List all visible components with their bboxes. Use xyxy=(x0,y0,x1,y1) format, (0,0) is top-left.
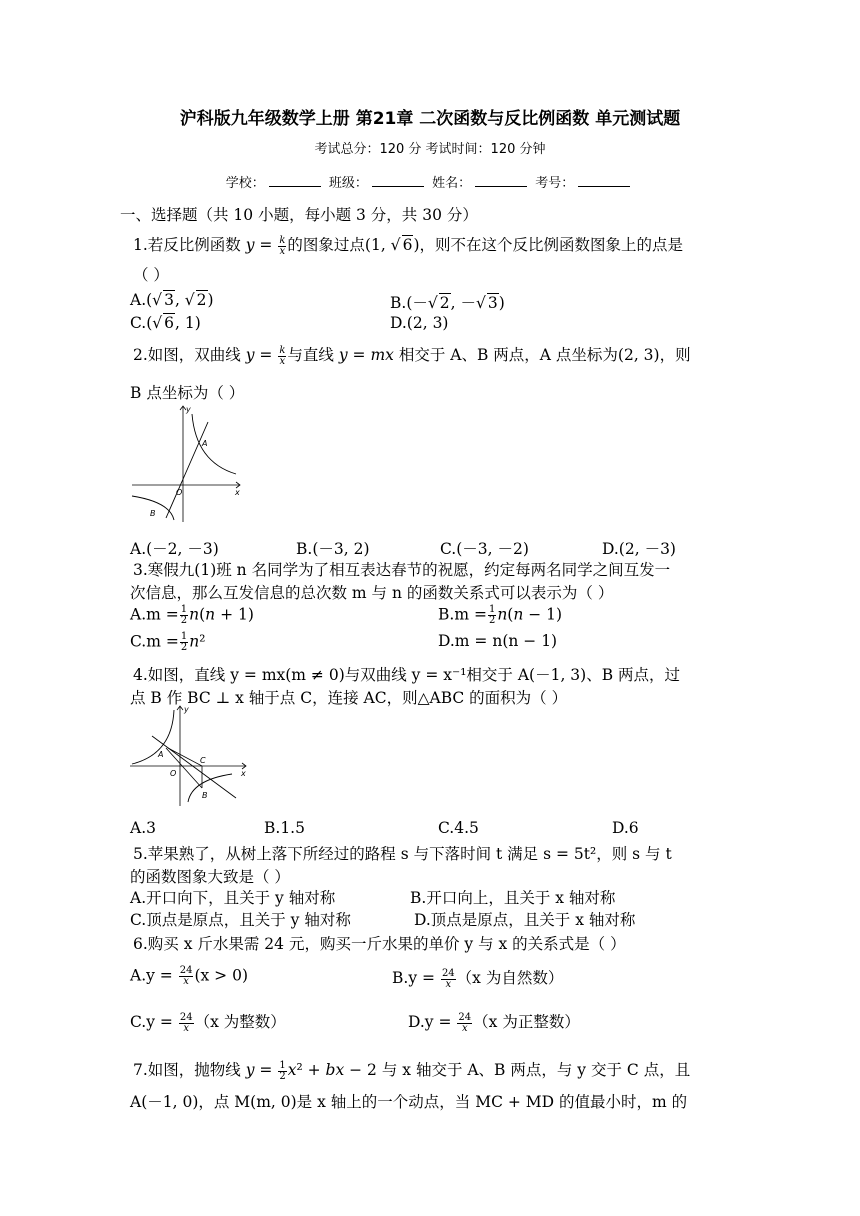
class-blank xyxy=(372,174,424,187)
q2-figure xyxy=(128,402,244,526)
student-info xyxy=(0,172,860,191)
q2-option-a: A.(－2, －3) xyxy=(130,540,219,558)
class-label: 班级： xyxy=(328,176,368,191)
q4-segment-ac xyxy=(168,748,202,766)
q5-option-c: C.顶点是原点，且关于 y 轴对称 xyxy=(130,911,351,929)
q4-label-x: x xyxy=(241,769,246,778)
name-label: 姓名： xyxy=(432,176,472,191)
question-3: 3.寒假九(1)班 n 名同学为了相互表达春节的祝愿，约定每两名同学之间互发一 xyxy=(133,561,671,579)
question-5: 5.苹果熟了，从树上落下所经过的路程 s 与下落时间 t 满足 s = 5t²，则 s 与 t xyxy=(133,845,672,863)
q4-option-d: D.6 xyxy=(612,819,639,837)
q5-option-a: A.开口向下，且关于 y 轴对称 xyxy=(130,889,336,907)
q3-option-b: B.m = $\frac{1}{2}$ n(n − 1) xyxy=(438,604,563,626)
q3-option-a: A.m = $\frac{1}{2}$ n(n + 1) xyxy=(130,604,254,626)
q4-label-c: C xyxy=(200,756,206,765)
q6-option-d: D.y = $\frac{24}{x}$ （x 为正整数） xyxy=(408,1011,580,1034)
question-2-line2: B 点坐标为（ ） xyxy=(130,384,245,402)
question-3-line2: 次信息，那么互发信息的总次数 m 与 n 的函数关系式可以表示为（ ） xyxy=(130,584,614,602)
q2-label-b: B xyxy=(150,509,156,518)
q4-label-y: y xyxy=(184,705,189,714)
q4-hyperbola-right xyxy=(188,774,232,802)
q1-option-c: C.(√ 6, 1) xyxy=(130,314,201,332)
question-1: 1.若反比例函数 y = $\frac{k}{x}$ 的图象过点(1, √ 6)，则不在这个反比例函数图象上的点是 xyxy=(133,234,684,257)
q4-figure xyxy=(128,702,252,810)
q5-option-b: B.开口向上，且关于 x 轴对称 xyxy=(410,889,616,907)
number-blank xyxy=(578,174,630,187)
page-title: 沪科版九年级数学上册 第21章 二次函数与反比例函数 单元测试题 xyxy=(179,109,681,129)
school-label: 学校： xyxy=(225,176,265,191)
q6-option-c: C.y = $\frac{24}{x}$ （x 为整数） xyxy=(130,1011,286,1034)
q4-label-a: A xyxy=(158,750,164,759)
q6-option-a: A.y = $\frac{24}{x}$ (x > 0) xyxy=(130,965,249,987)
q4-option-a: A.3 xyxy=(130,819,156,837)
q4-label-o: O xyxy=(170,769,177,778)
question-7-line2: A(－1, 0)，点 M(m, 0)是 x 轴上的一个动点，当 MC + MD 的值最小时，m 的 xyxy=(130,1093,688,1111)
section-heading: 一、选择题（共 10 小题，每小题 3 分，共 30 分） xyxy=(120,206,478,224)
question-2: 2.如图，双曲线 y = $\frac{k}{x}$ 与直线 y = mx 相交于 A、B 两点，A 点坐标为(2, 3)，则 xyxy=(133,344,691,367)
q4-segment-ab xyxy=(166,748,202,788)
name-blank xyxy=(475,174,527,187)
number-label: 考号： xyxy=(535,176,575,191)
q5-option-d: D.顶点是原点，且关于 x 轴对称 xyxy=(414,911,636,929)
q2-option-d: D.(2, －3) xyxy=(602,540,676,558)
q4-label-b: B xyxy=(202,791,208,800)
q2-label-x: x xyxy=(235,488,240,497)
question-1-paren: （ ） xyxy=(133,266,169,284)
q2-label-o: O xyxy=(176,488,183,497)
school-blank xyxy=(269,174,321,187)
question-4-line2: 点 B 作 BC ⊥ x 轴于点 C，连接 AC，则△ABC 的面积为（ ） xyxy=(130,689,568,707)
question-4: 4.如图，直线 y = mx(m ≠ 0)与双曲线 y = x⁻¹相交于 A(－1, 3)、B 两点，过 xyxy=(133,666,681,684)
q4-option-b: B.1.5 xyxy=(264,819,305,837)
q2-label-a: A xyxy=(202,439,208,448)
q2-line xyxy=(166,422,208,518)
question-5-line2: 的函数图象大致是（ ） xyxy=(130,868,290,886)
question-6: 6.购买 x 斤水果需 24 元，购买一斤水果的单价 y 与 x 的关系式是（ ） xyxy=(133,935,626,953)
q4-line xyxy=(152,736,236,798)
q1-option-d: D.(2, 3) xyxy=(390,314,449,332)
q2-option-c: C.(－3, －2) xyxy=(440,540,529,558)
q4-option-c: C.4.5 xyxy=(438,819,479,837)
exam-info: 考试总分：120 分 考试时间：120 分钟 xyxy=(314,142,546,157)
question-7: 7.如图，抛物线 y = $\frac{1}{2}$ x² + bx − 2 与 x 轴交于 A、B 两点，与 y 交于 C 点，且 xyxy=(133,1059,691,1082)
q2-label-y: y xyxy=(186,405,191,414)
q2-option-b: B.(－3, 2) xyxy=(296,540,370,558)
q1-option-b: B.(－√ 2, －√ 3) xyxy=(390,294,505,312)
q1-option-a: A.(√ 3, √ 2) xyxy=(130,291,214,309)
q3-option-d: D.m = n(n − 1) xyxy=(438,632,558,650)
q6-option-b: B.y = $\frac{24}{x}$ （x 为自然数） xyxy=(392,967,564,990)
q3-option-c: C.m = $\frac{1}{2}$ n² xyxy=(130,631,206,653)
